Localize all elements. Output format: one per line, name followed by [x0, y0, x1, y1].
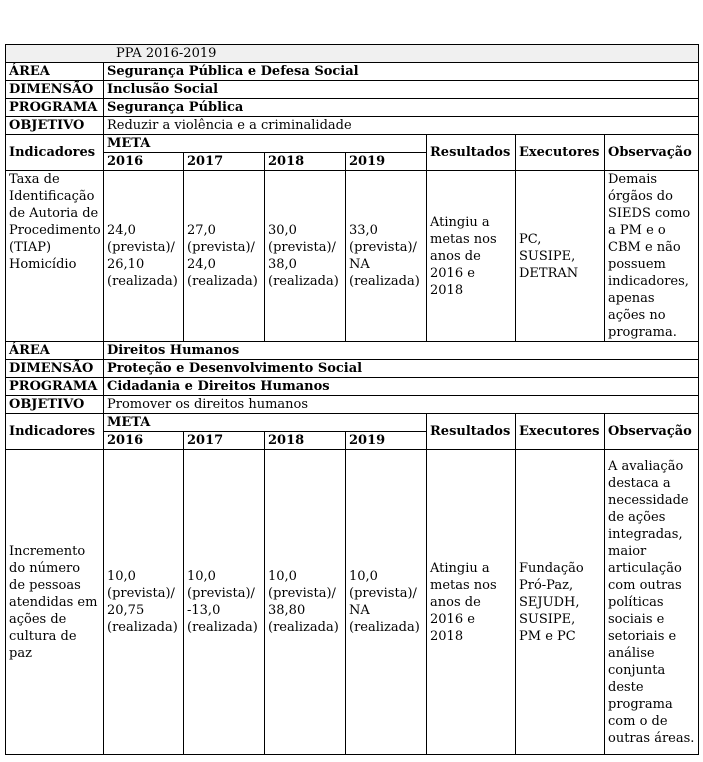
- programa-label: PROGRAMA: [6, 378, 104, 396]
- objetivo-label: OBJETIVO: [6, 117, 104, 135]
- year-header: 2016: [104, 432, 184, 450]
- area-value: Segurança Pública e Defesa Social: [104, 63, 699, 81]
- executores-header: Executores: [516, 414, 605, 450]
- meta-header: META: [104, 414, 427, 432]
- dimensao-value: Inclusão Social: [104, 81, 699, 99]
- executores-header: Executores: [516, 135, 605, 171]
- resultados-header: Resultados: [427, 414, 516, 450]
- programa-value: Segurança Pública: [104, 99, 699, 117]
- observacao-cell: A avaliação destaca a necessidade de ações integradas, maior articulação com outras políticas sociais e setoriais e análise conjunta deste programa com o de outras áreas.: [605, 450, 699, 755]
- indicadores-header: Indicadores: [6, 135, 104, 171]
- ppa-table: [5, 44, 699, 755]
- indicador-cell: Incremento do número de pessoas atendidas em ações de cultura de paz: [6, 450, 104, 755]
- objetivo-value: Reduzir a violência e a criminalidade: [104, 117, 699, 135]
- year-header: 2018: [265, 432, 346, 450]
- objetivo-label: OBJETIVO: [6, 396, 104, 414]
- indicador-cell: Taxa de Identificação de Autoria de Procedimento (TIAP) Homicídio: [6, 171, 104, 342]
- area-label: ÁREA: [6, 63, 104, 81]
- observacao-header: Observação: [605, 135, 699, 171]
- year-header: 2018: [265, 153, 346, 171]
- objetivo-value: Promover os direitos humanos: [104, 396, 699, 414]
- meta-cell: 10,0 (prevista)/ 20,75 (realizada): [104, 450, 184, 755]
- area-value: Direitos Humanos: [104, 342, 699, 360]
- meta-cell: 27,0 (prevista)/ 24,0 (realizada): [184, 171, 265, 342]
- meta-cell: 10,0 (prevista)/ 38,80 (realizada): [265, 450, 346, 755]
- table-title: PPA 2016-2019: [6, 45, 699, 63]
- observacao-cell: Demais órgãos do SIEDS como a PM e o CBM e não possuem indicadores, apenas ações no programa.: [605, 171, 699, 342]
- dimensao-label: DIMENSÃO: [6, 360, 104, 378]
- dimensao-label: DIMENSÃO: [6, 81, 104, 99]
- meta-header: META: [104, 135, 427, 153]
- dimensao-value: Proteção e Desenvolvimento Social: [104, 360, 699, 378]
- meta-cell: 30,0 (prevista)/ 38,0 (realizada): [265, 171, 346, 342]
- year-header: 2019: [346, 432, 427, 450]
- meta-cell: 10,0 (prevista)/ NA (realizada): [346, 450, 427, 755]
- year-header: 2017: [184, 153, 265, 171]
- resultados-cell: Atingiu a metas nos anos de 2016 e 2018: [427, 171, 516, 342]
- area-label: ÁREA: [6, 342, 104, 360]
- year-header: 2017: [184, 432, 265, 450]
- executores-cell: Fundação Pró-Paz, SEJUDH, SUSIPE, PM e PC: [516, 450, 605, 755]
- meta-cell: 10,0 (prevista)/ -13,0 (realizada): [184, 450, 265, 755]
- observacao-header: Observação: [605, 414, 699, 450]
- executores-cell: PC, SUSIPE, DETRAN: [516, 171, 605, 342]
- indicadores-header: Indicadores: [6, 414, 104, 450]
- year-header: 2019: [346, 153, 427, 171]
- resultados-header: Resultados: [427, 135, 516, 171]
- meta-cell: 24,0 (prevista)/ 26,10 (realizada): [104, 171, 184, 342]
- programa-label: PROGRAMA: [6, 99, 104, 117]
- resultados-cell: Atingiu a metas nos anos de 2016 e 2018: [427, 450, 516, 755]
- programa-value: Cidadania e Direitos Humanos: [104, 378, 699, 396]
- year-header: 2016: [104, 153, 184, 171]
- meta-cell: 33,0 (prevista)/ NA (realizada): [346, 171, 427, 342]
